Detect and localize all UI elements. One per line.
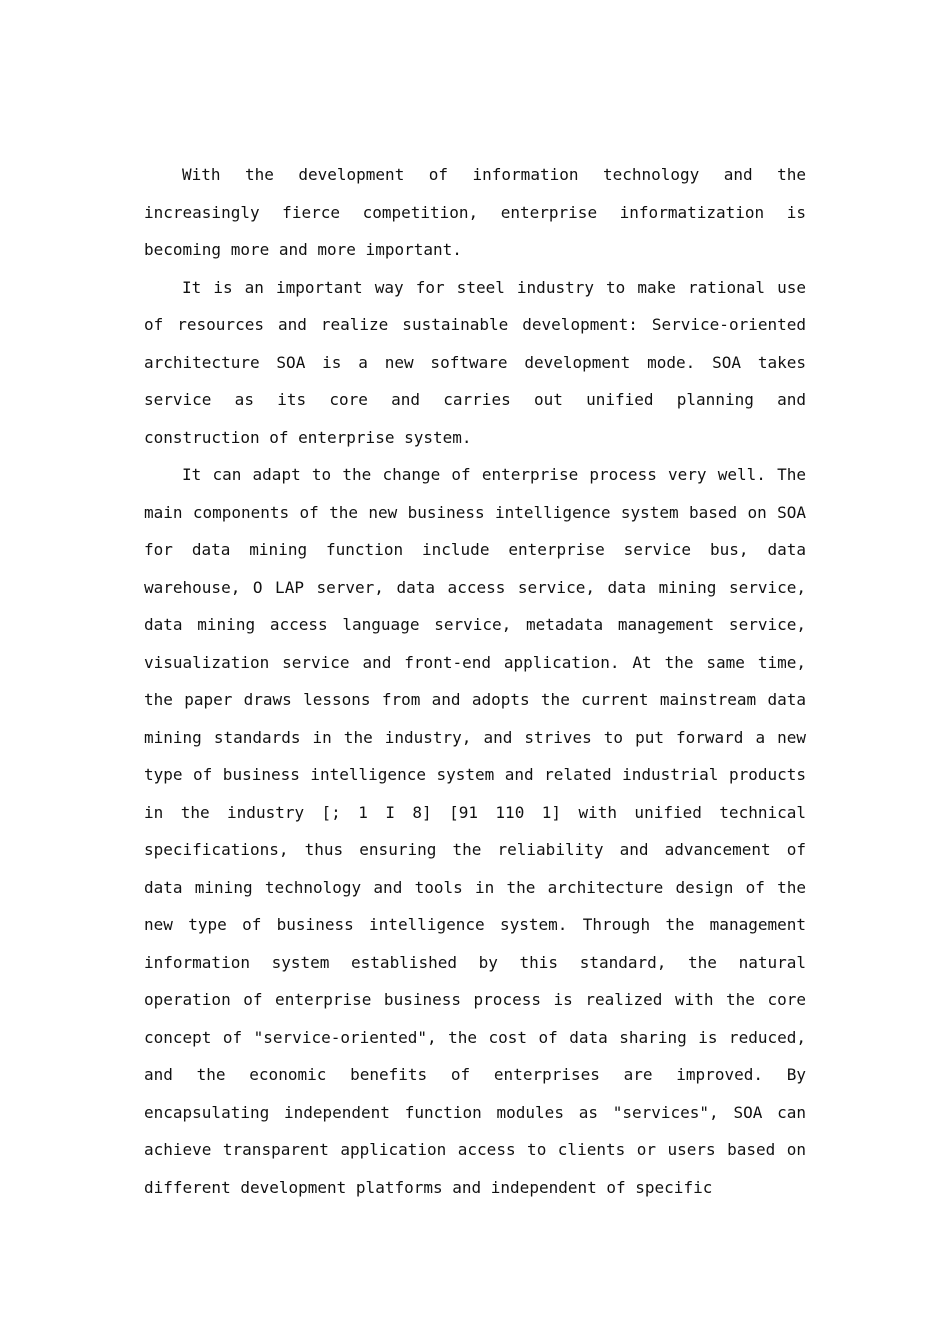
paragraph-2: It is an important way for steel industry to make rational use of resources and realize sustainable development: Service-oriented architecture SOA is a new software development mode. SOA takes service as its core and carries out unified planning and construction of enterprise system. [144,277,806,447]
paragraph-1: With the development of information technology and the increasingly fierce competition, enterprise informatization is becoming more and more important. [144,165,806,259]
body-text [144,156,806,1206]
paragraph-3: It can adapt to the change of enterprise process very well. The main components of the new business intelligence system based on SOA for data mining function include enterprise service bus, data warehouse, O LAP server, data access service, data mining service, data mining access language service, metadata management service, visualization service and front-end application. At the same time, the paper draws lessons from and adopts the current mainstream data mining standards in the industry, and strives to put forward a new type of business intelligence system and related industrial products in the industry [; 1 I 8] [91 110 1] with unified technical specifications, thus ensuring the reliability and advancement of data mining technology and tools in the architecture design of the new type of business intelligence system. Through the management information system established by this standard, the natural operation of enterprise business process is realized with the core concept of "service-oriented", the cost of data sharing is reduced, and the economic benefits of enterprises are improved. By encapsulating independent function modules as "services", SOA can achieve transparent application access to clients or users based on different development platforms and independent of specific [144,465,806,1197]
